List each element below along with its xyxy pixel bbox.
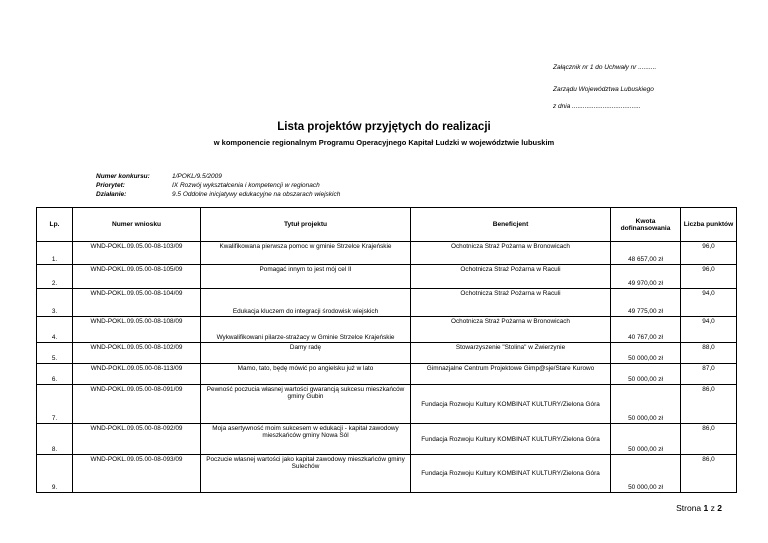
cell-beneficiary: Ochotnicza Straż Pożarna w Raculi <box>411 265 611 289</box>
page-of: z <box>710 503 715 513</box>
cell-number: WND-POKL.09.05.00-08-113/09 <box>73 364 201 385</box>
cell-lp: 8. <box>37 424 73 455</box>
cell-number: WND-POKL.09.05.00-08-091/09 <box>73 385 201 424</box>
cell-amount: 50 000,00 zł <box>611 385 681 424</box>
cell-title: Pewność poczucia własnej wartości gwarancją sukcesu mieszkańców gminy Gubin <box>201 385 411 424</box>
projects-table <box>36 207 737 493</box>
col-header-amount: Kwota dofinansowania <box>611 208 681 242</box>
cell-points: 94,0 <box>681 317 737 343</box>
cell-number: WND-POKL.09.05.00-08-102/09 <box>73 343 201 364</box>
cell-number: WND-POKL.09.05.00-08-105/09 <box>73 265 201 289</box>
cell-title: Poczucie własnej wartości jako kapitał zawodowy mieszkańców gminy Sulechów <box>201 455 411 493</box>
cell-amount: 50 000,00 zł <box>611 424 681 455</box>
cell-lp: 6. <box>37 364 73 385</box>
cell-number: WND-POKL.09.05.00-08-108/09 <box>73 317 201 343</box>
cell-title: Damy radę <box>201 343 411 364</box>
cell-points: 96,0 <box>681 242 737 265</box>
cell-lp: 7. <box>37 385 73 424</box>
table-row <box>37 289 737 317</box>
cell-amount: 48 657,00 zł <box>611 242 681 265</box>
meta-label: Priorytet: <box>96 182 125 189</box>
cell-beneficiary: Ochotnicza Straż Pożarna w Bronowicach <box>411 242 611 265</box>
cell-points: 94,0 <box>681 289 737 317</box>
cell-lp: 3. <box>37 289 73 317</box>
cell-beneficiary: Fundacja Rozwoju Kultury KOMBINAT KULTURY/Zielona Góra <box>411 455 611 493</box>
cell-lp: 2. <box>37 265 73 289</box>
cell-number: WND-POKL.09.05.00-08-103/09 <box>73 242 201 265</box>
cell-amount: 49 775,00 zł <box>611 289 681 317</box>
meta-value: 9.5 Oddolne inicjatywy edukacyjne na obszarach wiejskich <box>172 191 341 198</box>
meta-value: IX Rozwój wykształcenia i kompetencji w regionach <box>172 182 320 189</box>
col-header-lp: Lp. <box>37 208 73 242</box>
page-number <box>676 503 722 513</box>
cell-points: 86,0 <box>681 424 737 455</box>
meta-value: 1/POKL/9.5/2009 <box>172 173 222 180</box>
cell-beneficiary: Fundacja Rozwoju Kultury KOMBINAT KULTURY/Zielona Góra <box>411 424 611 455</box>
cell-lp: 5. <box>37 343 73 364</box>
document-subtitle: w komponencie regionalnym Programu Operacyjnego Kapitał Ludzki w województwie lubuskim <box>213 138 555 147</box>
document-title: Lista projektów przyjętych do realizacji <box>277 121 491 133</box>
col-header-title: Tytuł projektu <box>201 208 411 242</box>
cell-beneficiary: Stowarzyszenie "Stolina" w Zwierzynie <box>411 343 611 364</box>
cell-points: 86,0 <box>681 455 737 493</box>
page-total: 2 <box>717 503 722 513</box>
meta-row-action <box>96 190 340 199</box>
contest-meta <box>96 172 340 199</box>
table-header-row <box>37 208 737 242</box>
page-current: 1 <box>703 503 709 513</box>
cell-number: WND-POKL.09.05.00-08-104/09 <box>73 289 201 317</box>
table-row <box>37 317 737 343</box>
cell-points: 87,0 <box>681 364 737 385</box>
cell-lp: 1. <box>37 242 73 265</box>
cell-amount: 50 000,00 zł <box>611 455 681 493</box>
cell-number: WND-POKL.09.05.00-08-093/09 <box>73 455 201 493</box>
table-row <box>37 385 737 424</box>
cell-beneficiary: Ochotnicza Straż Pożarna w Bronowicach <box>411 317 611 343</box>
table-row <box>37 364 737 385</box>
cell-lp: 9. <box>37 455 73 493</box>
col-header-points: Liczba punktów <box>681 208 737 242</box>
meta-label: Działanie: <box>96 191 127 198</box>
cell-points: 86,0 <box>681 385 737 424</box>
cell-title: Mamo, tato, będę mówić po angielsku już w lato <box>201 364 411 385</box>
table-row <box>37 343 737 364</box>
cell-title: Wykwalifikowani pilarze-strażacy w Gminie Strzelce Krajeńskie <box>201 317 411 343</box>
cell-beneficiary: Ochotnicza Straż Pożarna w Raculi <box>411 289 611 317</box>
cell-beneficiary: Fundacja Rozwoju Kultury KOMBINAT KULTURY/Zielona Góra <box>411 385 611 424</box>
cell-title: Moja asertywność moim sukcesem w edukacji - kapitał zawodowy mieszkańców gminy Nowa Sól <box>201 424 411 455</box>
cell-points: 96,0 <box>681 265 737 289</box>
cell-beneficiary: Gimnazjalne Centrum Projektowe Gimp@sje/Stare Kurowo <box>411 364 611 385</box>
cell-lp: 4. <box>37 317 73 343</box>
cell-amount: 49 970,00 zł <box>611 265 681 289</box>
meta-row-priority <box>96 181 340 190</box>
cell-title: Edukacja kluczem do integracji środowisk wiejskich <box>201 289 411 317</box>
cell-title: Pomagać innym to jest mój cel II <box>201 265 411 289</box>
page-word: Strona <box>676 503 702 513</box>
cell-points: 88,0 <box>681 343 737 364</box>
cell-amount: 50 000,00 zł <box>611 364 681 385</box>
table-row <box>37 242 737 265</box>
meta-row-contest <box>96 172 340 181</box>
cell-title: Kwalifikowana pierwsza pomoc w gminie Strzelce Krajeńskie <box>201 242 411 265</box>
cell-amount: 40 767,00 zł <box>611 317 681 343</box>
header-date-line: z dnia ...................................... <box>553 103 641 110</box>
col-header-beneficiary: Beneficjent <box>411 208 611 242</box>
col-header-number: Numer wniosku <box>73 208 201 242</box>
table-row <box>37 455 737 493</box>
header-annex-line: Załącznik nr 1 do Uchwały nr .......... <box>553 64 657 71</box>
table-row <box>37 265 737 289</box>
cell-amount: 50 000,00 zł <box>611 343 681 364</box>
table-row <box>37 424 737 455</box>
meta-label: Numer konkursu: <box>96 173 150 180</box>
cell-number: WND-POKL.09.05.00-08-092/09 <box>73 424 201 455</box>
header-board-line: Zarządu Województwa Lubuskiego <box>553 86 654 93</box>
